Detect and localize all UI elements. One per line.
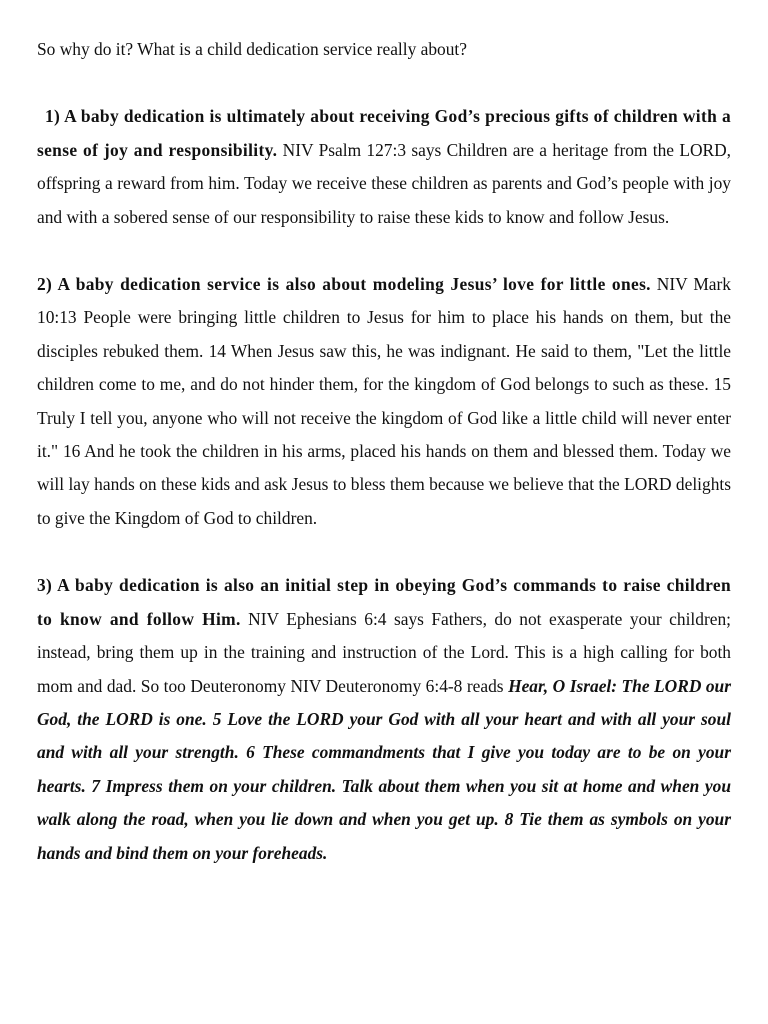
point-1-body: NIV Psalm 127:3 says Children are a heritage from the LORD, offspring a reward from him. Today we receive these children as parents and God’s people with joy and with a sobered sense of our responsibility to raise these kids to know and follow Jesus. [37, 139, 732, 227]
point-3-body: NIV Ephesians 6:4 says Fathers, do not exasperate your children; instead, bring them up in the training and instruction of the Lord. This is a high calling for both mom and dad. So too Deuteronomy NIV Deuteronomy 6:4-8 reads [37, 608, 731, 696]
intro-question: So why do it? What is a child dedication service really about? [37, 39, 467, 59]
point-1-paragraph [37, 100, 731, 234]
point-1-heading: 1) A baby dedication is ultimately about receiving God’s precious gifts of children with a sense of joy and responsibility. [37, 106, 731, 160]
point-2-heading: 2) A baby dedication service is also about modeling Jesus’ love for little ones. [37, 274, 651, 295]
point-2-body: NIV Mark 10:13 People were bringing little children to Jesus for him to place his hands on them, but the disciples rebuked them. 14 When Jesus saw this, he was indignant. He said to them, "Let the little children come to me, and do not hinder them, for the kingdom of God belongs to such as these. 15 Truly I tell you, anyone who will not receive the kingdom of God like a little child will never enter it." 16 And he took the children in his arms, placed his hands on them and blessed them. Today we will lay hands on these kids and ask Jesus to bless them because we believe that the LORD delights to give the Kingdom of God to children. [37, 274, 731, 528]
point-3-paragraph [37, 569, 731, 870]
point-3-heading: 3) A baby dedication is also an initial step in obeying God’s commands to raise children to know and follow Him. [37, 575, 731, 629]
point-3-scripture-quote: Hear, O Israel: The LORD our God, the LORD is one. 5 Love the LORD your God with all your heart and with all your soul and with all your strength. 6 These commandments that I give you today are to be on your hearts. 7 Impress them on your children. Talk about them when you sit at home and when you walk along the road, when you lie down and when you get up. 8 Tie them as symbols on your hands and bind them on your foreheads. [37, 675, 731, 863]
point-2-paragraph [37, 268, 731, 535]
